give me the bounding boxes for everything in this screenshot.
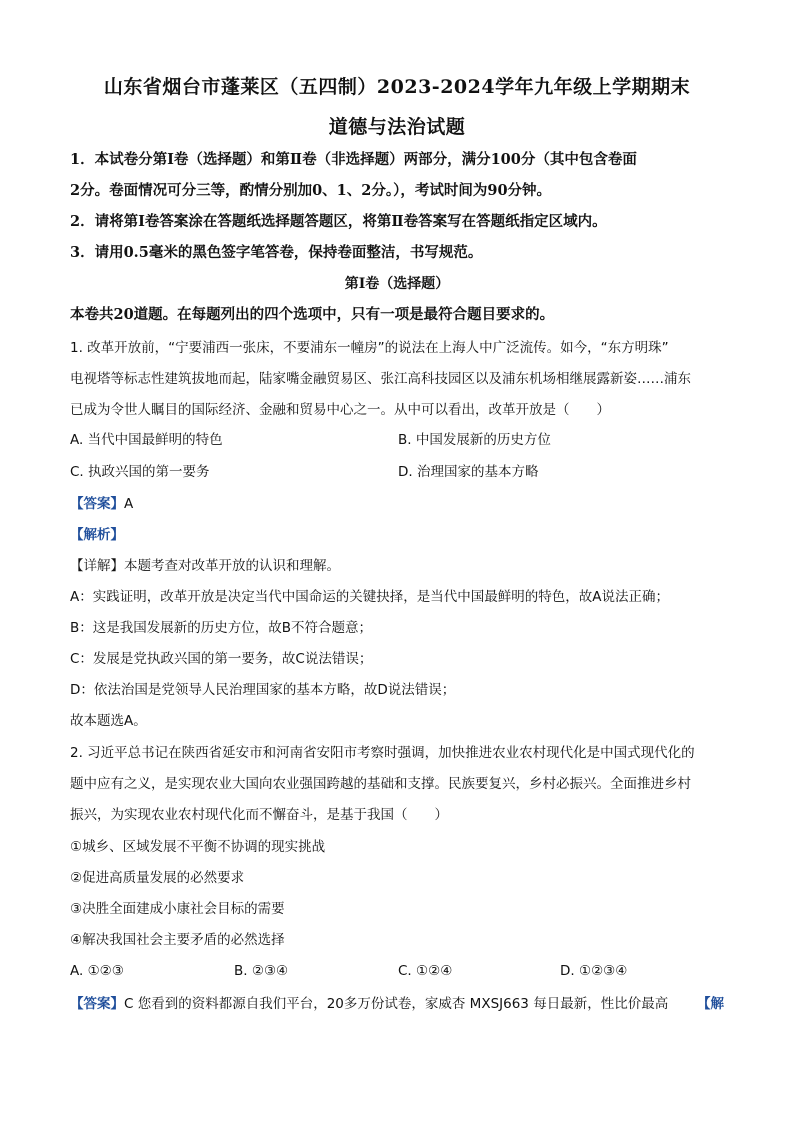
q1-answer-tag: 【答案】 (70, 496, 124, 512)
q1-option-b: B. 中国发展新的历史方位 (398, 432, 551, 448)
q2-trailing-tag: 【解 (697, 996, 724, 1012)
q1-answer-row (70, 494, 730, 514)
q1-explanation-b: B：这是我国发展新的历史方位，故B不符合题意； (70, 620, 373, 636)
instruction-1-cont: 2分。卷面情况可分三等，酌情分别加0、1、2分。），考试时间为90分钟。 (70, 182, 552, 199)
q2-answer-row (70, 994, 724, 1014)
q1-conclusion: 故本题选A。 (70, 713, 147, 729)
exam-title-line1: 山东省烟台市蓬莱区（五四制）2023-2024学年九年级上学期期末 (103, 76, 691, 98)
section-intro: 本卷共20道题。在每题列出的四个选项中，只有一项是最符合题目要求的。 (70, 306, 555, 323)
q2-item-2: ②促进高质量发展的必然要求 (70, 870, 245, 886)
q2-option-d: D. ①②③④ (560, 963, 628, 979)
section-title: 第Ⅰ卷（选择题） (344, 276, 450, 292)
q2-stem-line2: 题中应有之义，是实现农业大国向农业强国跨越的基础和支撑。民族要复兴，乡村必振兴。全面推进乡村 (70, 776, 691, 792)
instruction-2: 2．请将第Ⅰ卷答案涂在答题纸选择题答题区，将第Ⅱ卷答案写在答题纸指定区域内。 (70, 213, 607, 230)
q1-detail-tag: 【详解】 (70, 558, 124, 574)
q2-stem-line3: 振兴，为实现农业农村现代化而不懈奋斗，是基于我国（ ） (70, 807, 448, 823)
q2-item-1: ①城乡、区域发展不平衡不协调的现实挑战 (70, 839, 326, 855)
q2-stem-line1: 2. 习近平总书记在陕西省延安市和河南省安阳市考察时强调，加快推进农业农村现代化是中国式现代化的 (70, 745, 695, 761)
q1-explanation-a: A：实践证明，改革开放是决定当代中国命运的关键抉择，是当代中国最鲜明的特色，故A说法正确； (70, 589, 669, 605)
q2-answer-text: C 您看到的资料都源自我们平台，20多万份试卷，家威杏 MXSJ663 每日最新，性比价最高 (124, 996, 669, 1012)
q1-explanation-d: D：依法治国是党领导人民治理国家的基本方略，故D说法错误； (70, 682, 456, 698)
q1-detail-row (70, 556, 730, 576)
q2-option-a: A. ①②③ (70, 963, 124, 979)
q1-stem-line3: 已成为令世人瞩目的国际经济、金融和贸易中心之一。从中可以看出，改革开放是（ ） (70, 402, 610, 418)
q1-detail-text: 本题考查对改革开放的认识和理解。 (124, 558, 340, 574)
q1-answer-value: A (124, 496, 134, 512)
q1-option-d: D. 治理国家的基本方略 (398, 464, 539, 480)
q2-answer-tag: 【答案】 (70, 996, 124, 1012)
q1-explanation-c: C：发展是党执政兴国的第一要务，故C说法错误； (70, 651, 373, 667)
q1-option-c: C. 执政兴国的第一要务 (70, 464, 210, 480)
q2-option-c: C. ①②④ (398, 963, 453, 979)
q1-stem-line1: 1. 改革开放前，“宁要浦西一张床，不要浦东一幢房”的说法在上海人中广泛流传。如今，“东方明珠” (70, 340, 669, 356)
q1-option-a: A. 当代中国最鲜明的特色 (70, 432, 223, 448)
q2-option-b: B. ②③④ (234, 963, 289, 979)
q1-analysis-row (70, 525, 730, 545)
instruction-3: 3．请用0.5毫米的黑色签字笔答卷，保持卷面整洁，书写规范。 (70, 244, 483, 261)
q2-item-3: ③决胜全面建成小康社会目标的需要 (70, 901, 285, 917)
instruction-1: 1．本试卷分第Ⅰ卷（选择题）和第Ⅱ卷（非选择题）两部分，满分100分（其中包含卷面 (70, 151, 637, 168)
q1-analysis-tag: 【解析】 (70, 527, 124, 543)
q1-stem-line2: 电视塔等标志性建筑拔地而起，陆家嘴金融贸易区、张江高科技园区以及浦东机场相继展露新姿……浦东 (70, 371, 691, 387)
q2-item-4: ④解决我国社会主要矛盾的必然选择 (70, 932, 285, 948)
exam-title-line2: 道德与法治试题 (328, 116, 466, 138)
